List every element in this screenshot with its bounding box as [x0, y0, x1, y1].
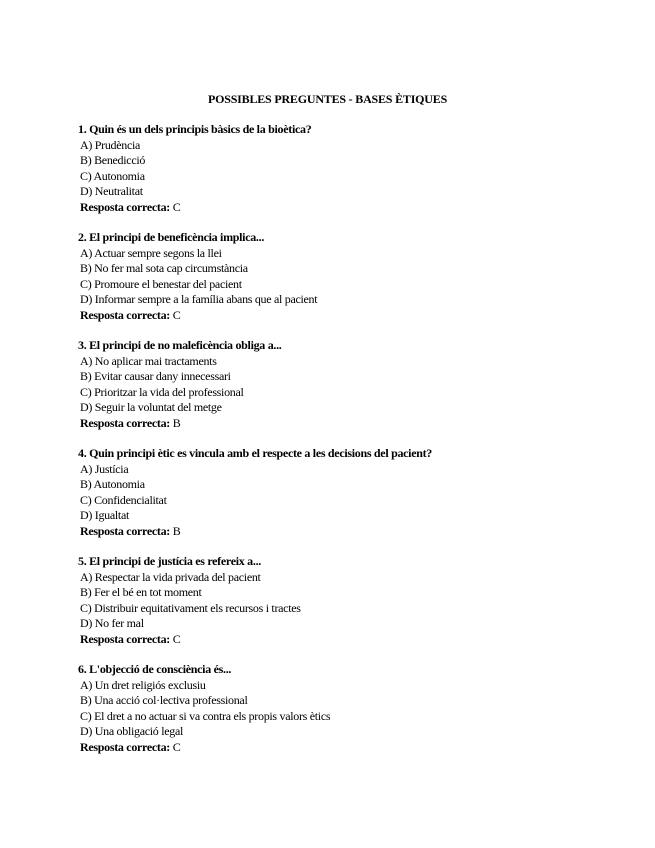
option-d: D) Igualtat: [80, 508, 130, 522]
options-list: [78, 246, 618, 308]
option-c: C) Distribuir equitativament els recursos i tractes: [80, 600, 301, 615]
question-2: [78, 230, 618, 323]
correct-answer: [78, 200, 618, 216]
option-b: B) Evitar causar dany innecessari: [80, 369, 231, 383]
answer-value: B: [172, 415, 181, 430]
question-title: 5. El principi de justícia es refereix a...: [78, 554, 261, 568]
option-a: A) No aplicar mai tractaments: [80, 353, 217, 368]
option-b: B) No fer mal sota cap circumstància: [80, 261, 248, 275]
correct-answer: [78, 308, 618, 324]
answer-label: Resposta correcta:: [80, 739, 171, 754]
question-title: 3. El principi de no maleficència obliga a...: [78, 338, 282, 352]
question-4: [78, 446, 618, 539]
option-d: D) Informar sempre a la família abans que al pacient: [80, 292, 318, 306]
question-5: [78, 554, 618, 647]
options-list: [78, 570, 618, 632]
option-a: A) Un dret religiós exclusiu: [80, 677, 206, 692]
question-title: 1. Quin és un dels principis bàsics de la bioètica?: [78, 122, 312, 136]
option-d: D) Seguir la voluntat del metge: [80, 400, 222, 414]
answer-label: Resposta correcta:: [80, 415, 171, 430]
answer-label: Resposta correcta:: [80, 199, 171, 214]
question-title: 2. El principi de beneficència implica...: [78, 230, 265, 244]
correct-answer: [78, 740, 618, 756]
option-a: A) Prudència: [80, 137, 141, 152]
options-list: [78, 138, 618, 200]
question-6: [78, 662, 618, 755]
option-a: A) Respectar la vida privada del pacient: [80, 569, 261, 584]
option-b: B) Fer el bé en tot moment: [80, 585, 202, 599]
options-list: [78, 678, 618, 740]
option-c: C) Autonomia: [80, 168, 145, 183]
question-title: 4. Quin principi ètic es vincula amb el respecte a les decisions del pacient?: [78, 446, 432, 460]
correct-answer: [78, 524, 618, 540]
question-1: [78, 122, 618, 215]
option-a: A) Actuar sempre segons la llei: [80, 245, 222, 260]
options-list: [78, 462, 618, 524]
correct-answer: [78, 416, 618, 432]
answer-value: C: [172, 307, 181, 322]
option-c: C) Prioritzar la vida del professional: [80, 384, 244, 399]
document-title: POSSIBLES PREGUNTES - BASES ÈTIQUES: [207, 92, 448, 106]
option-a: A) Justícia: [80, 461, 129, 476]
answer-value: C: [172, 739, 181, 754]
option-b: B) Benedicció: [80, 153, 146, 167]
question-3: [78, 338, 618, 431]
option-d: D) No fer mal: [80, 616, 144, 630]
option-d: D) Neutralitat: [80, 184, 143, 198]
options-list: [78, 354, 618, 416]
option-c: C) Confidencialitat: [80, 492, 167, 507]
option-b: B) Autonomia: [80, 477, 145, 491]
correct-answer: [78, 632, 618, 648]
option-c: C) El dret a no actuar si va contra els propis valors ètics: [80, 708, 331, 723]
answer-label: Resposta correcta:: [80, 307, 171, 322]
answer-value: B: [172, 523, 181, 538]
answer-value: C: [172, 199, 181, 214]
question-title: 6. L'objecció de consciència és...: [78, 662, 232, 676]
answer-value: C: [172, 631, 181, 646]
answer-label: Resposta correcta:: [80, 523, 171, 538]
option-b: B) Una acció col·lectiva professional: [80, 693, 248, 707]
option-d: D) Una obligació legal: [80, 724, 184, 738]
option-c: C) Promoure el benestar del pacient: [80, 276, 242, 291]
answer-label: Resposta correcta:: [80, 631, 171, 646]
